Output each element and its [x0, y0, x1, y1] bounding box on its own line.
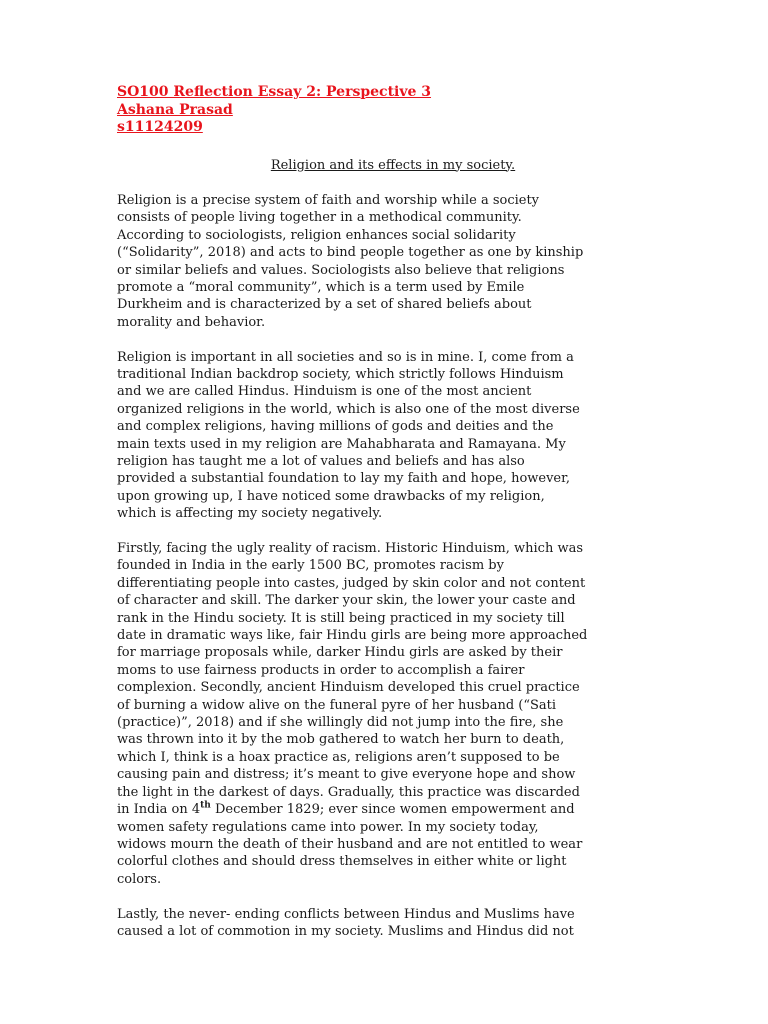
text-line: Religion is important in all societies and so is in mine. I, come from a [117, 349, 574, 365]
essay-title: Religion and its effects in my society. [270, 157, 516, 173]
text-line: religion has taught me a lot of values and beliefs and has also [117, 453, 525, 469]
text-line: widows mourn the death of their husband and are not entitled to wear [117, 836, 583, 852]
text-line: organized religions in the world, which is also one of the most diverse [117, 401, 580, 417]
text-line: colors. [117, 871, 162, 887]
text-line: (“Solidarity”, 2018) and acts to bind people together as one by kinship [117, 245, 584, 261]
text-line: which I, think is a hoax practice as, religions aren’t supposed to be [117, 749, 560, 765]
text-line: consists of people living together in a methodical community. [117, 210, 522, 226]
date-text-before: in India on 4 [117, 802, 201, 818]
text-line: and complex religions, having millions of gods and deities and the [117, 419, 554, 435]
text-line: date in dramatic ways like, fair Hindu girls are being more approached [117, 628, 588, 644]
text-line: (practice)”, 2018) and if she willingly did not jump into the fire, she [117, 715, 564, 731]
text-line: According to sociologists, religion enhances social solidarity [117, 227, 516, 243]
ordinal-superscript: th [200, 800, 211, 811]
text-line: morality and behavior. [117, 314, 266, 330]
paragraph-3 [117, 540, 659, 888]
essay-body [117, 192, 659, 940]
text-line: was thrown into it by the mob gathered to watch her burn to death, [117, 732, 565, 748]
text-line: complexion. Secondly, ancient Hinduism developed this cruel practice [117, 680, 580, 696]
text-line: and we are called Hindus. Hinduism is one of the most ancient [117, 384, 532, 400]
text-line: differentiating people into castes, judged by skin color and not content [117, 575, 586, 591]
text-line: for marriage proposals while, darker Hindu girls are asked by their [117, 645, 563, 661]
text-line: of burning a widow alive on the funeral pyre of her husband (“Sati [117, 697, 557, 713]
text-line: moms to use fairness products in order to accomplish a fairer [117, 662, 525, 678]
text-line: women safety regulations came into power. In my society today, [117, 819, 539, 835]
text-line: promote a “moral community”, which is a term used by Emile [117, 279, 525, 295]
document-page [117, 84, 659, 958]
paragraph-1 [117, 192, 659, 331]
course-heading: SO100 Reflection Essay 2: Perspective 3 [117, 84, 432, 100]
text-line: traditional Indian backdrop society, which strictly follows Hinduism [117, 366, 564, 382]
paragraph-2 [117, 349, 659, 523]
text-line: upon growing up, I have noticed some drawbacks of my religion, [117, 488, 545, 504]
text-line: the light in the darkest of days. Gradually, this practice was discarded [117, 784, 580, 800]
author-name: Ashana Prasad [117, 101, 233, 118]
text-line: main texts used in my religion are Mahabharata and Ramayana. My [117, 436, 566, 452]
text-line: rank in the Hindu society. It is still being practiced in my society till [117, 610, 565, 626]
text-line: Durkheim and is characterized by a set of shared beliefs about [117, 297, 532, 313]
text-line: provided a substantial foundation to lay my faith and hope, however, [117, 471, 571, 487]
text-line: Religion is a precise system of faith and worship while a society [117, 192, 540, 208]
text-line: of character and skill. The darker your skin, the lower your caste and [117, 593, 576, 609]
text-line: caused a lot of commotion in my society. Muslims and Hindus did not [117, 923, 574, 939]
student-id: s11124209 [117, 119, 203, 135]
text-line: founded in India in the early 1500 BC, promotes racism by [117, 558, 504, 574]
paragraph-4 [117, 906, 659, 941]
text-line-date [117, 801, 659, 818]
text-line: which is affecting my society negatively. [117, 506, 383, 522]
date-text-after: December 1829; ever since women empowerment and [210, 802, 575, 818]
text-line: Lastly, the never- ending conflicts between Hindus and Muslims have [117, 906, 575, 922]
text-line: Firstly, facing the ugly reality of racism. Historic Hinduism, which was [117, 541, 583, 556]
text-line: causing pain and distress; it’s meant to give everyone hope and show [117, 767, 576, 783]
text-line: colorful clothes and should dress themselves in either white or light [117, 854, 567, 870]
text-line: or similar beliefs and values. Sociologists also believe that religions [117, 262, 565, 278]
